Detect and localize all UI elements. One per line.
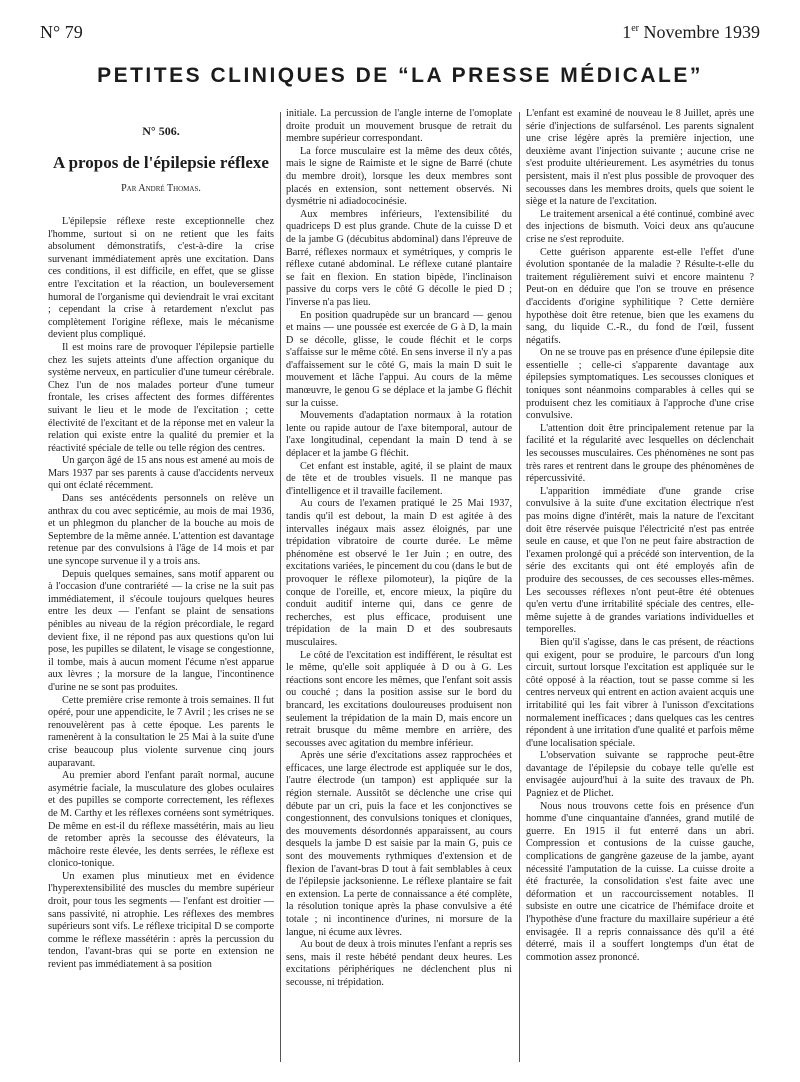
article-paragraph: Dans ses antécédents personnels on relève un anthrax du cou avec septicémie, au mois de mai 1936, et un phlegmon du plancher de la bouche au mois de Septembre de la même année. L'attention est davantage retenue par des convulsions à l'âge de 14 mois et par une syncope survenue il y a trois ans. xyxy=(48,493,274,568)
article-paragraph: Il est moins rare de provoquer l'épilepsie partielle chez les sujets atteints d'une affection organique du système nerveux, en particulier d'une tumeur cérébrale. Chez l'un de nos malades porteur d'une tumeur frontale, les crises affectent des formes différentes suivant le lieu et le mode de l'excitation ; cette électivité de l'excitant et de la réponse met en valeur la relation qui existe entre la qualité du premier et la réactivité spéciale de telle ou telle région des centres. xyxy=(48,341,274,454)
article-paragraph: Depuis quelques semaines, sans motif apparent ou à l'occasion d'une contrariété — la crise ne la suit pas immédiatement, il s'écoule toujours quelques heures entre les deux — l'enfant se plaint de sensations pénibles au niveau de la région précordiale, le regard devient fixe, il ne répond pas aux questions qu'on lui pose, les pupilles se dilatent, le visage se congestionne, il tombe, mais à aucun moment l'écume n'est apparue aux lèvres ; la morsure de la langue, l'incontinence d'urine ne se sont pas produites. xyxy=(48,568,274,693)
article-paragraph: initiale. La percussion de l'angle interne de l'omoplate droite produit un mouvement brusque de retrait du membre supérieur correspondant. xyxy=(286,108,512,145)
article-paragraph: Un garçon âgé de 15 ans nous est amené au mois de Mars 1937 par ses parents à cause d'accidents nerveux qui ont éclaté récemment. xyxy=(48,455,274,492)
article-paragraph: L'apparition immédiate d'une grande crise convulsive à la suite d'une excitation électrique n'est pas moins digne d'intérêt, mais la nature de l'excitant doit être réservée puisque l'électricité n'est pas entrée seule en cause, et que l'on ne peut faire abstraction de l'examen prolongé qui a précédé son intervention, de la série des excitants qui ont été employés afin de produire des secousses, de ces secousses elles-mêmes. Les secousses réflexes n'ont peut-être été obtenues qu'en vertu d'une irritabilité spéciale des centres, elle-même sujette à de grandes variations individuelles et temporelles. xyxy=(526,485,754,636)
issue-number: N° 79 xyxy=(40,22,83,42)
article-number: N° 506. xyxy=(142,124,180,138)
article-paragraph: On ne se trouve pas en présence d'une épilepsie dite essentielle ; celle-ci s'apparente davantage aux épilepsies symptomatiques. Les secousses cloniques et toniques sont néanmoins comparables à celles qui se produisent chez les comitiaux à l'approche d'une crise convulsive. xyxy=(526,347,754,422)
article-paragraph: Cette guérison apparente est-elle l'effet d'une évolution spontanée de la maladie ? Résulte-t-elle du traitement régulièrement suivi et encore maintenu ? Peut-on en déduire que l'on se trouve en présence d'accidents d'origine syphilitique ? Cette dernière hypothèse doit être retenue, bien que les examens du sang, du liquide C.-R., du fond de l'œil, fussent négatifs. xyxy=(526,246,754,346)
article-paragraph: Cette première crise remonte à trois semaines. Il fut opéré, pour une appendicite, le 7 Avril ; les crises ne se renouvelèrent pas à cette époque. Les parents le ramenèrent à la consultation le 25 Mai à la suite d'une crise beaucoup plus violente survenue cinq jours auparavant. xyxy=(48,694,274,769)
article-paragraph: Au cours de l'examen pratiqué le 25 Mai 1937, tandis qu'il est debout, la main D est agitée à des intervalles inégaux mais assez éloignés, par une trépidation vibratoire de courte durée. Le même phénomène est observé le 1er Juin ; en outre, des excitations variées, le pincement du cou (dans le but de provoquer le réflexe pilomoteur), la piqûre de la conque de l'oreille, et, encore mieux, la piqûre du conduit auditif interne qui, dans ce genre de recherches, est plus efficace, produisent une trépidation de la main D et des soubresauts musculaires. xyxy=(286,498,512,648)
issue-date xyxy=(622,22,760,43)
column-3 xyxy=(526,108,754,1068)
date-ordinal: er xyxy=(631,23,640,34)
article-title: A propos de l'épilepsie réflexe xyxy=(53,153,269,172)
article-paragraph: Au premier abord l'enfant paraît normal, aucune asymétrie faciale, la musculature des globes oculaires et des pupilles se comporte correctement, les réflexes de M. Carthy et les réflexes cornéens sont symétriques. De même en est-il du réflexe massétérin, mais au lieu de retomber après la secousse des élévateurs, la mâchoire reste élevée, les dents serrées, le réflexe est clonico-tonique. xyxy=(48,770,274,870)
column-2 xyxy=(286,108,512,1068)
article-paragraph: Mouvements d'adaptation normaux à la rotation lente ou rapide autour de l'axe bitemporal, autour de l'axe longitudinal, cependant la main D tend à se déplacer et la jambe G fléchit. xyxy=(286,410,512,460)
date-day: 1 xyxy=(622,22,632,42)
article-paragraph: Un examen plus minutieux met en évidence l'hyperextensibilité des muscles du membre supérieur droit, pour tous les segments — l'enfant est droitier — sans passivité, ni atrophie. Les réflexes des membres supérieurs sont vifs. Le réflexe tricipital D se comporte comme le réflexe massétérin : après la percussion du tendon, l'avant-bras qui se porte en extension ne revient pas immédiatement à sa position xyxy=(48,870,274,971)
article-paragraph: L'observation suivante se rapproche peut-être davantage de l'épilepsie du cobaye telle qu'elle est envisagée aujourd'hui à la suite des travaux de Ph. Pagniez et de Plichet. xyxy=(526,750,754,800)
article-columns xyxy=(48,108,754,1068)
article-paragraph: En position quadrupède sur un brancard — genou et mains — une poussée est exercée de G à D, la main D se décolle, glisse, le coude fléchit et le corps s'affaisse sur le même côté. En sens inverse il n'y a pas d'affaissement sur le côté G, mais la main D suit le mouvement et lâche l'appui. Au cours de la même manœuvre, le genou G se déplace et la jambe G fléchit sur la cuisse. xyxy=(286,309,512,409)
article-paragraph: L'épilepsie réflexe reste exceptionnelle chez l'homme, surtout si on ne retient que les faits absolument démonstratifs, c'est-à-dire la crise survenant immédiatement après une excitation. Dans ces conditions, il est difficile, en effet, que se glisse entre l'excitation et la réaction, un bouleversement humoral de l'organisme qui deviendrait le vrai excitant ; cependant la crise à retardement n'exclut pas complètement l'origine réflexe, mais le mécanisme devient plus compliqué. xyxy=(48,216,274,341)
date-month-year: Novembre 1939 xyxy=(639,22,760,42)
article-paragraph: Après une série d'excitations assez rapprochées et efficaces, une large électrode est appliquée sur le dos, l'autre électrode (un tampon) est appliquée sur la région sternale. Aussitôt se déclenche une crise qui débute par un cri, puis la face et les conjonctives se congestionnent, des convulsions toniques et cloniques, des mouvements désordonnés apparaissent, au cours desquels la jambe D est saisie par la main G, puis ce sont des mouvements rythmiques d'extension et de flexion de l'avant-bras D tout à fait semblables à ceux de l'épilepsie jacksonienne. Le réflexe plantaire se fait en extension. La perte de connaissance a été complète, la résolution tonique après la phase convulsive a été totale ; ni incontinence d'urines, ni morsure de la langue, ni écume aux lèvres. xyxy=(286,750,512,938)
article-paragraph: Au bout de deux à trois minutes l'enfant a repris ses sens, mais il reste hébété pendant deux heures. Les excitations périphériques ne déclenchent plus ni secousse, ni trépidation. xyxy=(286,939,512,988)
article-paragraph: Aux membres inférieurs, l'extensibilité du quadriceps D est plus grande. Chute de la cuisse D et de la jambe G (décubitus abdominal) dans l'épreuve de Barré, réflexes normaux et symétriques, y compris le réflexe cutané abdominal. Le réflexe cutané plantaire se fait en flexion. En station bipède, l'inclinaison passive du corps vers le côté G décolle le pied D ; l'inverse n'a pas lieu. xyxy=(286,208,512,308)
article-paragraph: Le traitement arsenical a été continué, combiné avec des injections de bismuth. Voici deux ans qu'aucune crise ne s'est reproduite. xyxy=(526,208,754,245)
page-header xyxy=(40,22,760,46)
article-paragraph: Cet enfant est instable, agité, il se plaint de maux de tête et de troubles visuels. Il ne manque pas d'intelligence et il travaille facilement. xyxy=(286,460,512,497)
column-divider xyxy=(280,112,281,1062)
article-paragraph: La force musculaire est la même des deux côtés, mais le signe de Raimiste et le signe de Barré (chute du membre droit), lorsque les deux membres sont placés en extension, sont nettement observés. Ni dysmétrie ni adiadococinésie. xyxy=(286,145,512,208)
article-paragraph: Nous nous trouvons cette fois en présence d'un homme d'une cinquantaine d'années, grand mutilé de guerre. En 1915 il fut enterré dans un abri. Compression et contusions de la cuisse gauche, complications de gangrène gazeuse de la jambe, ayant nécessité l'amputation de la cuisse. La cuisse droite a été fracturée, la consolidation s'est faite avec une déformation et un raccourcissement notables. Il subsiste en outre une cicatrice de l'hémiface droite et l'hypothèse d'une fracture du maxillaire supérieur a été envisagée. Il a repris connaissance dès qu'il a été déterré, mais il a souffert longtemps d'un état de commotion assez prononcé. xyxy=(526,800,754,963)
column-1 xyxy=(48,108,274,1068)
article-paragraph: Bien qu'il s'agisse, dans le cas présent, de réactions qui exigent, pour se produire, le parcours d'un long circuit, surtout lorsque l'excitation est appliquée sur le côté opposé à la réaction, tout se passe comme si les centres nerveux qui entrent en action avaient acquis une irritabilité qui les fait vibrer à l'unisson d'excitations normalement inefficaces ; dans quelques cas les centres répondent à une irritation d'une qualité et parfois même d'une localisation spéciale. xyxy=(526,636,754,749)
column-divider xyxy=(519,112,520,1062)
masthead: PETITES CLINIQUES DE “LA PRESSE MÉDICALE” xyxy=(97,64,703,87)
article-byline: Par André Thomas. xyxy=(121,183,201,194)
article-paragraph: L'enfant est examiné de nouveau le 8 Juillet, après une série d'injections de sulfarsénol. Les parents signalent une crise légère après la première injection, une deuxième avant l'injection suivante ; aucune crise ne s'est produite ultérieurement. Les asymétries du tonus persistent, mais il n'est plus possible de provoquer des secousses dans les membres droits, quels que soient le siège et la nature de l'excitation. xyxy=(526,108,754,208)
article-paragraph: Le côté de l'excitation est indifférent, le résultat est le même, qu'elle soit appliquée à D ou à G. Les réactions sont encore les mêmes, que l'enfant soit assis ou couché ; dans la position assise sur le bord du brancard, les excitations douloureuses produisent non seulement la trépidation de la main D, mais encore un retrait brusque du même membre en arrière, des secousses avec agitation du membre inférieur. xyxy=(286,649,512,749)
article-paragraph: L'attention doit être principalement retenue par la facilité et la régularité avec lesquelles on déclenchait les secousses musculaires. Ces phénomènes ne sont pas très rares et rentrent dans le groupe des phénomènes de répercussivité. xyxy=(526,422,754,485)
